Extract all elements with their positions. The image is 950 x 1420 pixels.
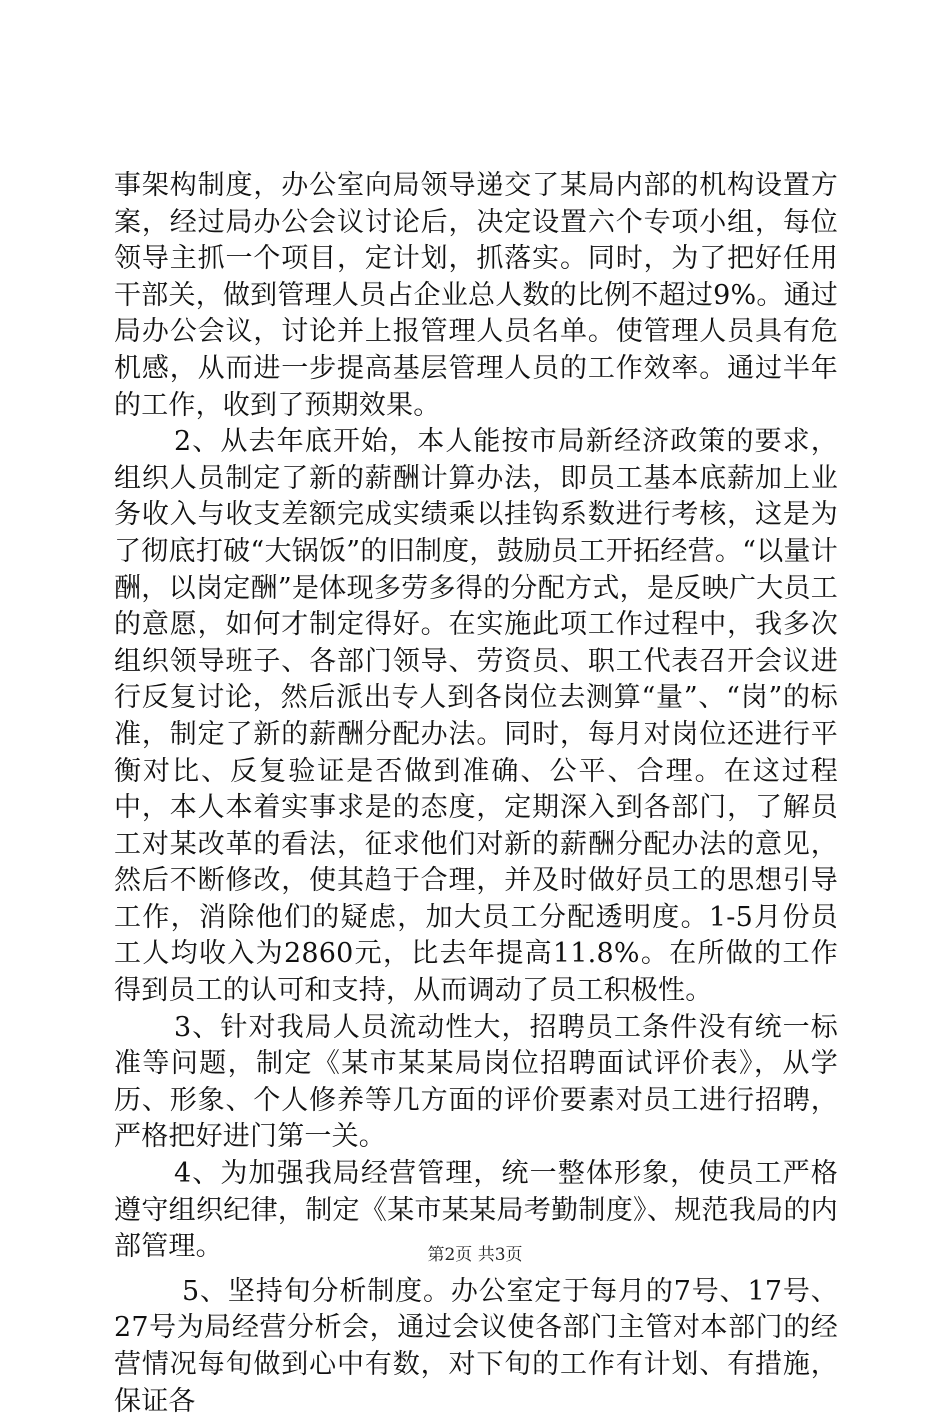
paragraph-2: 2、从去年底开始，本人能按市局新经济政策的要求，组织人员制定了新的薪酬计算办法，即员工基本底薪加上业务收入与收支差额完成实绩乘以挂钩系数进行考核，这是为了彻底打破“大锅饭”的旧制度，鼓励员工开拓经营。“以量计酬，以岗定酬”是体现多劳多得的分配方式，是反映广大员工的意愿，如何才制定得好。在实施此项工作过程中，我多次组织领导班子、各部门领导、劳资员、职工代表召开会议进行反复讨论，然后派出专人到各岗位去测算“量”、“岗”的标准，制定了新的薪酬分配办法。同时，每月对岗位还进行平衡对比、反复验证是否做到准确、公平、合理。在这过程中，本人本着实事求是的态度，定期深入到各部门，了解员工对某改革的看法，征求他们对新的薪酬分配办法的意见，然后不断修改，使其趋于合理，并及时做好员工的思想引导工作，消除他们的疑虑，加大员工分配透明度。1-5月份员工人均收入为2860元，比去年提高11.8%。在所做的工作得到员工的认可和支持，从而调动了员工积极性。 <box>114 426 838 1007</box>
paragraph-3: 3、针对我局人员流动性大，招聘员工条件没有统一标准等问题，制定《某市某某局岗位招聘面试评价表》，从学历、形象、个人修养等几方面的评价要素对员工进行招聘，严格把好进门第一关。 <box>114 1011 838 1153</box>
paragraph-4: 4、为加强我局经营管理，统一整体形象，使员工严格遵守组织纪律，制定《某市某某局考勤制度》、规范我局的内部管理。 <box>114 1158 838 1263</box>
paragraph-5: 5、坚持旬分析制度。办公室定于每月的7号、17号、27号为局经营分析会，通过会议使各部门主管对本部门的经营情况每旬做到心中有数，对下旬的工作有计划、有措施，保证各 <box>114 1275 838 1417</box>
paragraph-1: 事架构制度，办公室向局领导递交了某局内部的机构设置方案，经过局办公会议讨论后，决定设置六个专项小组，每位领导主抓一个项目，定计划，抓落实。同时，为了把好任用干部关，做到管理人员占企业总人数的比例不超过9%。通过局办公会议，讨论并上报管理人员名单。使管理人员具有危机感，从而进一步提高基层管理人员的工作效率。通过半年的工作，收到了预期效果。 <box>114 170 838 421</box>
document-body <box>114 168 838 1420</box>
page-number-footer: 第2页 共3页 <box>427 1245 523 1265</box>
